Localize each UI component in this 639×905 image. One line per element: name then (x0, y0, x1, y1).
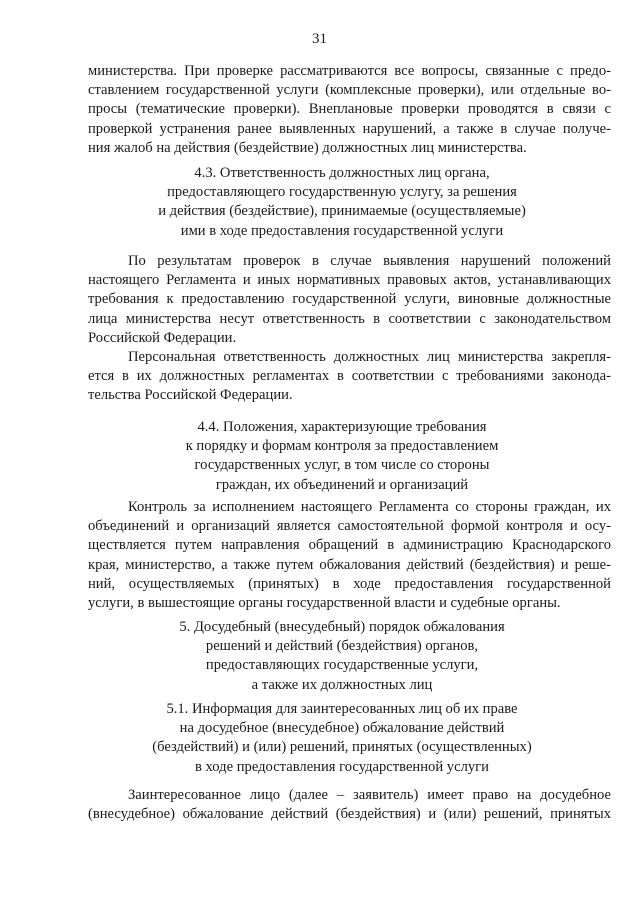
text-line: края, министерство, а также путем обжалования действий (бездействия) и реше- (88, 556, 611, 573)
text-line: тельства Российской Федерации. (88, 387, 293, 404)
heading-line: (бездействий) и (или) решений, принятых (осуществленных) (152, 739, 532, 756)
paragraph-citizen-control (88, 498, 611, 613)
heading-line: предоставляющего государственную услугу, за решения (167, 184, 517, 201)
heading-line: 5. Досудебный (внесудебный) порядок обжалования (179, 619, 505, 635)
text-line: ществляется путем направления обращений в администрацию Краснодарского (88, 537, 611, 554)
section-heading-4-4 (52, 418, 632, 495)
section-heading-5-1 (52, 700, 632, 777)
paragraph-appeal-right (88, 786, 611, 824)
text-line: ния жалоб на действия (бездействие) должностных лиц министерства. (88, 139, 527, 156)
heading-line: в ходе предоставления государственной услуги (195, 758, 489, 775)
text-line: ставлением государственной услуги (комплексные проверки), или отдельные во- (88, 82, 611, 99)
text-line: настоящего Регламента и иных нормативных правовых актов, устанавливающих (88, 272, 611, 289)
heading-line: предоставляющих государственные услуги, (205, 657, 479, 674)
text-line: лица министерства несут ответственность в соответствии с законодательством (88, 310, 611, 327)
heading-line: 5.1. Информация для заинтересованных лиц об их праве (166, 701, 518, 717)
text-line: (внесудебное) обжалование действий (бездействия) и (или) решений, принятых (88, 806, 611, 823)
text-line: министерства. При проверке рассматриваются все вопросы, связанные с предо- (88, 63, 611, 79)
heading-line: граждан, их объединений и организаций (215, 476, 469, 493)
text-line: ний, осуществляемых (принятых) в ходе предоставления государственной (88, 575, 611, 592)
heading-line: на досудебное (внесудебное) обжалование действий (179, 720, 505, 737)
text-line: ется в их должностных регламентах в соответствии с требованиями законода- (88, 368, 611, 385)
section-heading-4-3 (52, 164, 632, 241)
heading-line: к порядку и формам контроля за предоставлением (185, 438, 499, 455)
text-line: требования к предоставлению государственной услуги, виновные должностные (88, 291, 611, 308)
text-line: просы (тематические проверки). Внеплановые проверки проводятся в связи с (88, 101, 611, 118)
heading-line: решений и действий (бездействия) органов, (205, 638, 479, 655)
page-number: 31 (312, 31, 327, 47)
paragraph-responsibility (88, 252, 611, 348)
text-line: Контроль за исполнением настоящего Регламента со стороны граждан, их (128, 499, 611, 515)
text-line: Персональная ответственность должностных лиц министерства закрепля- (128, 349, 611, 365)
text-line: проверкой устранения ранее выявленных нарушений, а также в случае получе- (88, 120, 611, 137)
paragraph-personal-responsibility (88, 348, 611, 406)
text-line: По результатам проверок в случае выявления нарушений положений (128, 253, 611, 269)
text-line: объединений и организаций является самостоятельной формой контроля и осу- (88, 518, 611, 535)
text-line: Российской Федерации. (88, 329, 237, 346)
text-line: услуги, в вышестоящие органы государственной власти и судебные органы. (88, 594, 561, 611)
heading-line: и действия (бездействие), принимаемые (осуществляемые) (158, 203, 526, 220)
heading-line: а также их должностных лиц (251, 676, 433, 693)
heading-line: ими в ходе предоставления государственной услуги (180, 222, 504, 239)
heading-line: государственных услуг, в том числе со стороны (194, 457, 490, 474)
paragraph-inspections (88, 62, 611, 158)
heading-line: 4.4. Положения, характеризующие требования (197, 419, 487, 435)
heading-line: 4.3. Ответственность должностных лиц органа, (194, 165, 490, 181)
section-heading-5 (52, 618, 632, 695)
text-line: Заинтересованное лицо (далее – заявитель) имеет право на досудебное (128, 787, 611, 803)
